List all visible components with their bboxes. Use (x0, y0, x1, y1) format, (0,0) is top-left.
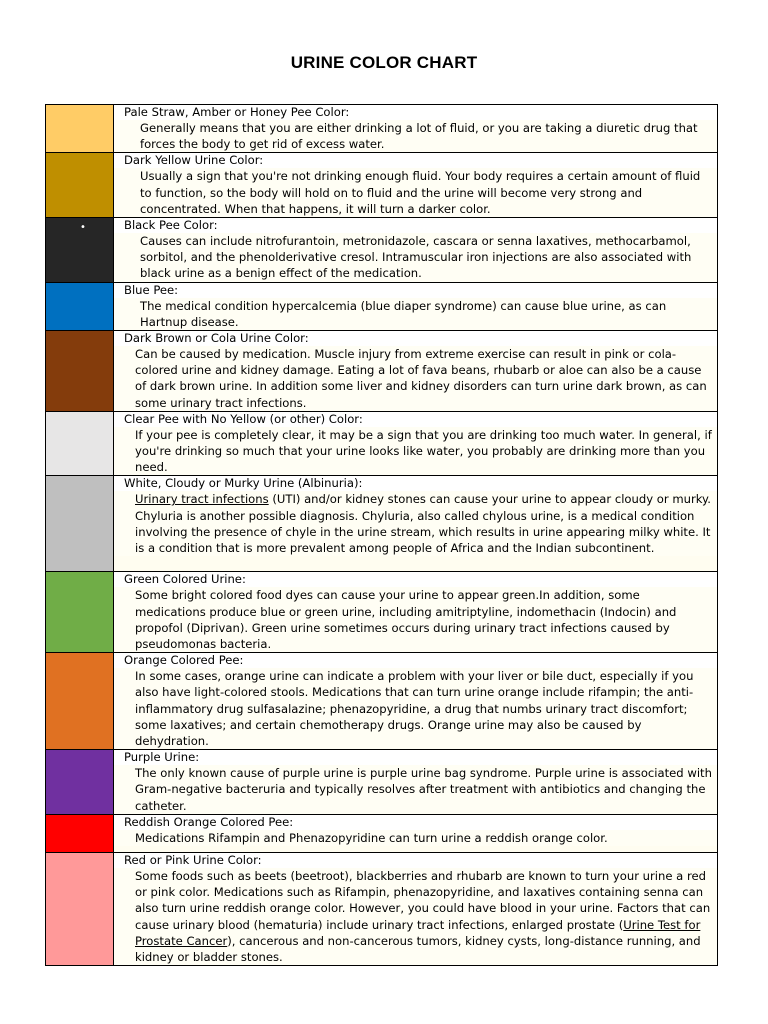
row-description: The only known cause of purple urine is purple urine bag syndrome. Purple urine is associated with Gram-negative bacteruria and typically resolves after treatment with antibiotics and changing the catheter. (114, 765, 717, 814)
color-swatch-purple (46, 750, 114, 815)
row-description: Usually a sign that you're not drinking enough fluid. Your body requires a certain amount of fluid to function, so the body will hold on to fluid and the urine will become very strong and concentrated. When that happens, it will turn a darker color. (114, 168, 717, 217)
row-description: Causes can include nitrofurantoin, metronidazole, cascara or senna laxatives, methocarbamol, sorbitol, and the phenolderivative cresol. Intramuscular iron injections are also associated with black urine as a benign effect of the medication. (114, 233, 717, 282)
color-swatch-black (46, 218, 114, 283)
row-description-text: ), cancerous and non-cancerous tumors, kidney cysts, long-distance running, and kidney or bladder stones. (135, 933, 701, 964)
row-heading: Purple Urine: (114, 750, 717, 765)
row-content (114, 750, 718, 815)
urine-color-table (45, 104, 718, 966)
row-description: Can be caused by medication. Muscle injury from extreme exercise can result in pink or cola-colored urine and kidney damage. Eating a lot of fava beans, rhubarb or aloe can also be a cause of dark brown urine. In addition some liver and kidney disorders can turn urine dark brown, as can some urinary tract infections. (114, 346, 717, 411)
row-description (114, 868, 717, 965)
row-content (114, 153, 718, 218)
table-row (46, 105, 718, 153)
table-row (46, 814, 718, 852)
page-title: URINE COLOR CHART (290, 53, 478, 72)
row-content (114, 476, 718, 572)
table-row (46, 282, 718, 330)
table-row (46, 750, 718, 815)
table-row (46, 331, 718, 412)
table-row (46, 153, 718, 218)
table-row (46, 852, 718, 965)
row-description: If your pee is completely clear, it may be a sign that you are drinking too much water. In general, if you're drinking so much that your urine looks like water, you probably are drinking more than you need. (114, 427, 717, 476)
uti-link[interactable]: Urinary tract infections (135, 492, 269, 507)
color-swatch-blue (46, 282, 114, 330)
table-row (46, 411, 718, 476)
color-swatch-orange (46, 653, 114, 750)
color-swatch-dark-yellow (46, 153, 114, 218)
row-content (114, 411, 718, 476)
row-description-text: Some foods such as beets (beetroot), blackberries and rhubarb are known to turn your urine a red or pink color. Medications such as Rifampin, phenazopyridine, and laxatives containing senna can also turn urine reddish orange color. However, you could have blood in your urine. Factors that can cause urinary blood (hematuria) include urinary tract infections, enlarged prostate ( (135, 868, 711, 932)
row-heading: Black Pee Color: (114, 218, 717, 233)
table-row (46, 572, 718, 653)
row-description: In some cases, orange urine can indicate a problem with your liver or bile duct, especially if you also have light-colored stools. Medications that can turn urine orange include rifampin; the anti-inflammatory drug sulfasalazine; phenazopyridine, a drug that numbs urinary tract discomfort; some laxatives; and certain chemotherapy drugs. Orange urine may also be caused by dehydration. (114, 668, 717, 749)
row-heading: Pale Straw, Amber or Honey Pee Color: (114, 105, 717, 120)
row-heading: Dark Yellow Urine Color: (114, 153, 717, 168)
row-content (114, 331, 718, 412)
table-row (46, 653, 718, 750)
row-heading: Orange Colored Pee: (114, 653, 717, 668)
color-swatch-clear (46, 411, 114, 476)
row-heading: White, Cloudy or Murky Urine (Albinuria): (114, 476, 717, 491)
row-heading: Clear Pee with No Yellow (or other) Color: (114, 412, 717, 427)
row-heading: Blue Pee: (114, 283, 717, 298)
row-content (114, 852, 718, 965)
row-description: Generally means that you are either drinking a lot of fluid, or you are taking a diuretic drug that forces the body to get rid of excess water. (114, 120, 717, 152)
row-content (114, 282, 718, 330)
row-content (114, 572, 718, 653)
prostate-test-link[interactable]: Urine Test for Prostate Cancer (135, 917, 701, 948)
row-heading: Red or Pink Urine Color: (114, 853, 717, 868)
row-heading: Green Colored Urine: (114, 572, 717, 587)
row-description: The medical condition hypercalcemia (blue diaper syndrome) can cause blue urine, as can Hartnup disease. (114, 298, 717, 330)
color-swatch-reddish-orange (46, 814, 114, 852)
row-heading: Dark Brown or Cola Urine Color: (114, 331, 717, 346)
color-swatch-green (46, 572, 114, 653)
color-swatch-red-pink (46, 852, 114, 965)
row-description (114, 491, 717, 556)
bullet-icon: • (80, 222, 86, 234)
row-description: Medications Rifampin and Phenazopyridine can turn urine a reddish orange color. (114, 830, 717, 846)
table-row (46, 218, 718, 283)
row-content (114, 653, 718, 750)
row-description-text: (UTI) and/or kidney stones can cause your urine to appear cloudy or murky. Chyluria is another possible diagnosis. Chyluria, also called chylous urine, is a medical condition involving the presence of chyle in the urine stream, which results in urine appearing milky white. It is a condition that is more prevalent among people of Africa and the Indian subcontinent. (135, 492, 711, 556)
color-swatch-white-cloudy (46, 476, 114, 572)
row-content (114, 105, 718, 153)
row-heading: Reddish Orange Colored Pee: (114, 815, 717, 830)
row-content (114, 218, 718, 283)
table-row (46, 476, 718, 572)
color-swatch-dark-brown (46, 331, 114, 412)
row-description: Some bright colored food dyes can cause your urine to appear green.In addition, some medications produce blue or green urine, including amitriptyline, indomethacin (Indocin) and propofol (Diprivan). Green urine sometimes occurs during urinary tract infections caused by pseudomonas bacteria. (114, 587, 717, 652)
color-swatch-pale-straw (46, 105, 114, 153)
row-content (114, 814, 718, 852)
